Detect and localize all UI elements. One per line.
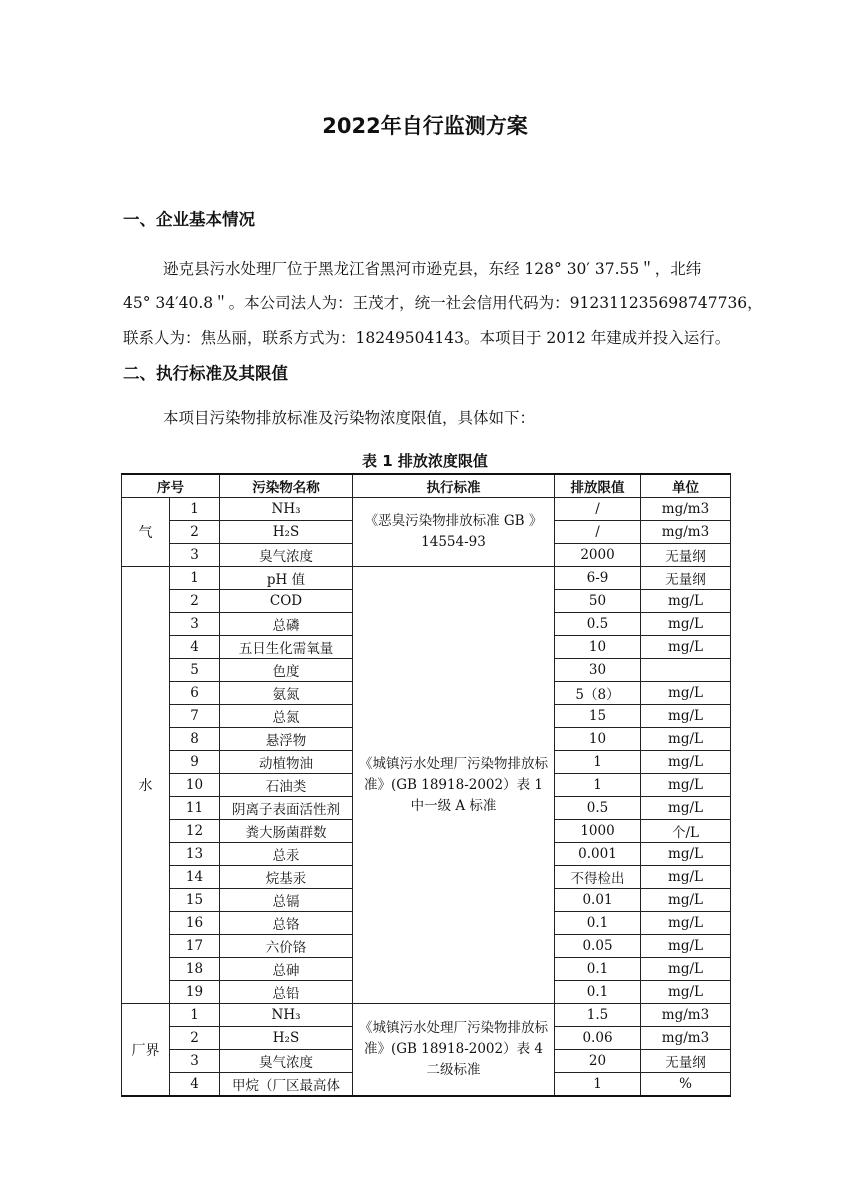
- group-name-cell: 厂界: [122, 1004, 170, 1097]
- unit-cell: mg/m3: [641, 498, 731, 521]
- pollutant-cell: 总磷: [220, 613, 353, 636]
- unit-cell: 无量纲: [641, 567, 731, 590]
- limit-cell: 10: [555, 636, 641, 659]
- unit-cell: mg/L: [641, 958, 731, 981]
- pollutant-cell: 阴离子表面活性剂: [220, 797, 353, 820]
- pollutant-cell: 五日生化需氧量: [220, 636, 353, 659]
- serial-cell: 12: [170, 820, 220, 843]
- unit-cell: mg/m3: [641, 1004, 731, 1027]
- unit-cell: mg/L: [641, 981, 731, 1004]
- group-name-cell: 气: [122, 498, 170, 567]
- serial-cell: 4: [170, 636, 220, 659]
- limit-cell: 0.01: [555, 889, 641, 912]
- pollutant-cell: 总砷: [220, 958, 353, 981]
- limit-cell: 6-9: [555, 567, 641, 590]
- serial-cell: 2: [170, 1027, 220, 1050]
- unit-cell: 无量纲: [641, 1050, 731, 1073]
- section-1-line-2: 45° 34′40.8＂。本公司法人为：王茂才，统一社会信用代码为：912311235698747736，: [123, 294, 763, 312]
- serial-cell: 9: [170, 751, 220, 774]
- pollutant-cell: H₂S: [220, 1027, 353, 1050]
- unit-cell: mg/L: [641, 774, 731, 797]
- limit-cell: 50: [555, 590, 641, 613]
- serial-cell: 2: [170, 521, 220, 544]
- limit-cell: 10: [555, 728, 641, 751]
- pollutant-cell: 粪大肠菌群数: [220, 820, 353, 843]
- unit-cell: mg/L: [641, 613, 731, 636]
- unit-cell: mg/L: [641, 889, 731, 912]
- limit-cell: 1000: [555, 820, 641, 843]
- serial-cell: 4: [170, 1073, 220, 1097]
- limit-cell: 2000: [555, 544, 641, 567]
- serial-cell: 3: [170, 1050, 220, 1073]
- header-serial: 序号: [122, 474, 220, 498]
- unit-cell: mg/L: [641, 935, 731, 958]
- table-row: [122, 498, 731, 521]
- header-standard: 执行标准: [353, 474, 555, 498]
- table-row: [122, 567, 731, 590]
- limit-cell: 1: [555, 1073, 641, 1097]
- pollutant-cell: 色度: [220, 659, 353, 682]
- group-name-cell: 水: [122, 567, 170, 1004]
- serial-cell: 1: [170, 1004, 220, 1027]
- pollutant-cell: H₂S: [220, 521, 353, 544]
- pollutant-cell: 动植物油: [220, 751, 353, 774]
- unit-cell: mg/m3: [641, 521, 731, 544]
- section-2-intro: 本项目污染物排放标准及污染物浓度限值，具体如下：: [163, 409, 536, 427]
- serial-cell: 6: [170, 682, 220, 705]
- pollutant-cell: 臭气浓度: [220, 1050, 353, 1073]
- pollutant-cell: COD: [220, 590, 353, 613]
- serial-cell: 3: [170, 613, 220, 636]
- pollutant-cell: NH₃: [220, 498, 353, 521]
- limit-cell: 0.5: [555, 797, 641, 820]
- table-body: [122, 498, 731, 1097]
- limit-cell: 0.5: [555, 613, 641, 636]
- unit-cell: mg/L: [641, 728, 731, 751]
- serial-cell: 14: [170, 866, 220, 889]
- unit-cell: mg/L: [641, 751, 731, 774]
- unit-cell: mg/L: [641, 705, 731, 728]
- unit-cell: mg/L: [641, 590, 731, 613]
- table-header-row: [122, 474, 731, 498]
- serial-cell: 18: [170, 958, 220, 981]
- header-pollutant: 污染物名称: [220, 474, 353, 498]
- limit-cell: 0.05: [555, 935, 641, 958]
- pollutant-cell: 甲烷（厂区最高体: [220, 1073, 353, 1097]
- pollutant-cell: 六价铬: [220, 935, 353, 958]
- limit-cell: 0.1: [555, 912, 641, 935]
- unit-cell: [641, 659, 731, 682]
- pollutant-cell: 总镉: [220, 889, 353, 912]
- pollutant-cell: 总氮: [220, 705, 353, 728]
- limit-cell: 1: [555, 774, 641, 797]
- pollutant-cell: 总汞: [220, 843, 353, 866]
- limit-cell: 0.001: [555, 843, 641, 866]
- section-1-line-3: 联系人为：焦丛丽，联系方式为：18249504143。本项目于 2012 年建成并投入运行。: [123, 329, 731, 347]
- limit-cell: 0.1: [555, 981, 641, 1004]
- standard-cell: 《城镇污水处理厂污染物排放标准》(GB 18918-2002）表 1 中一级 A 标准: [353, 567, 555, 1004]
- unit-cell: mg/L: [641, 843, 731, 866]
- unit-cell: 个/L: [641, 820, 731, 843]
- limit-cell: 0.1: [555, 958, 641, 981]
- limit-cell: /: [555, 498, 641, 521]
- serial-cell: 1: [170, 498, 220, 521]
- limit-cell: /: [555, 521, 641, 544]
- serial-cell: 17: [170, 935, 220, 958]
- limit-cell: 30: [555, 659, 641, 682]
- unit-cell: mg/L: [641, 682, 731, 705]
- serial-cell: 11: [170, 797, 220, 820]
- serial-cell: 5: [170, 659, 220, 682]
- serial-cell: 15: [170, 889, 220, 912]
- serial-cell: 16: [170, 912, 220, 935]
- limit-cell: 不得检出: [555, 866, 641, 889]
- unit-cell: mg/L: [641, 912, 731, 935]
- serial-cell: 19: [170, 981, 220, 1004]
- standard-cell: 《城镇污水处理厂污染物排放标准》(GB 18918-2002）表 4 二级标准: [353, 1004, 555, 1097]
- serial-cell: 7: [170, 705, 220, 728]
- serial-cell: 10: [170, 774, 220, 797]
- limit-cell: 1.5: [555, 1004, 641, 1027]
- pollutant-cell: 石油类: [220, 774, 353, 797]
- pollutant-cell: 臭气浓度: [220, 544, 353, 567]
- section-2-heading: 二、执行标准及其限值: [123, 364, 288, 383]
- pollutant-cell: 总铬: [220, 912, 353, 935]
- limit-cell: 5（8）: [555, 682, 641, 705]
- pollutant-cell: 悬浮物: [220, 728, 353, 751]
- unit-cell: 无量纲: [641, 544, 731, 567]
- pollutant-cell: pH 值: [220, 567, 353, 590]
- header-limit: 排放限值: [555, 474, 641, 498]
- pollutant-cell: 烷基汞: [220, 866, 353, 889]
- limit-cell: 0.06: [555, 1027, 641, 1050]
- pollutant-cell: 总铅: [220, 981, 353, 1004]
- unit-cell: %: [641, 1073, 731, 1097]
- limit-cell: 15: [555, 705, 641, 728]
- unit-cell: mg/L: [641, 636, 731, 659]
- pollutant-cell: 氨氮: [220, 682, 353, 705]
- section-1-heading: 一、企业基本情况: [123, 210, 255, 229]
- emission-limits-table: [121, 473, 731, 1097]
- serial-cell: 8: [170, 728, 220, 751]
- header-unit: 单位: [641, 474, 731, 498]
- serial-cell: 1: [170, 567, 220, 590]
- serial-cell: 2: [170, 590, 220, 613]
- section-1-line-1: 逊克县污水处理厂位于黑龙江省黑河市逊克县，东经 128° 30′ 37.55＂，北纬: [163, 260, 702, 278]
- serial-cell: 13: [170, 843, 220, 866]
- unit-cell: mg/L: [641, 797, 731, 820]
- pollutant-cell: NH₃: [220, 1004, 353, 1027]
- table-caption: 表 1 排放浓度限值: [362, 452, 488, 470]
- standard-cell: 《恶臭污染物排放标准 GB 》14554-93: [353, 498, 555, 567]
- limit-cell: 1: [555, 751, 641, 774]
- document-title: 2022年自行监测方案: [322, 114, 528, 138]
- table-row: [122, 1004, 731, 1027]
- limit-cell: 20: [555, 1050, 641, 1073]
- unit-cell: mg/L: [641, 866, 731, 889]
- unit-cell: mg/m3: [641, 1027, 731, 1050]
- serial-cell: 3: [170, 544, 220, 567]
